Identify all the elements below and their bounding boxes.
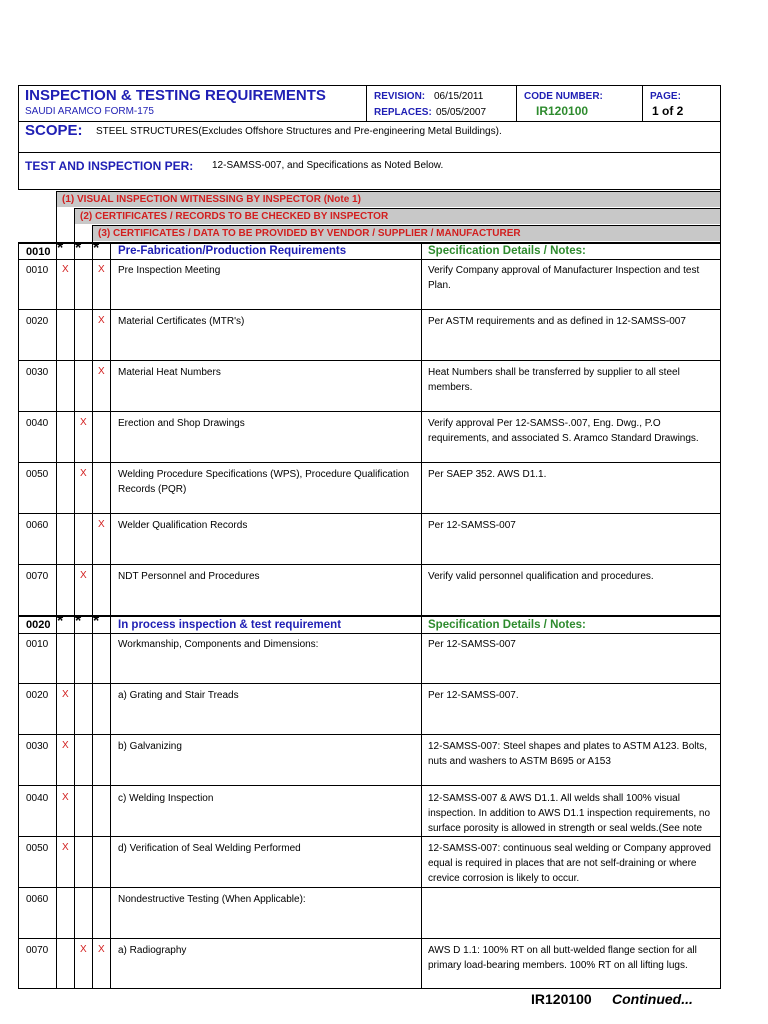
star-2: * <box>75 240 82 257</box>
row-desc: Workmanship, Components and Dimensions: <box>118 639 319 650</box>
row-line <box>18 938 721 939</box>
form-number: SAUDI ARAMCO FORM-175 <box>25 106 154 117</box>
row-line <box>18 411 721 412</box>
row-code: 0020 <box>26 316 49 327</box>
legend-bar-3 <box>92 225 721 241</box>
legend-2: (2) CERTIFICATES / RECORDS TO BE CHECKED BY INSPECTOR <box>80 211 389 222</box>
x-mark-col3: X <box>98 519 105 530</box>
section-title: In process inspection & test requirement <box>118 619 342 631</box>
row-desc: b) Galvanizing <box>118 741 182 752</box>
star-1: * <box>57 240 64 257</box>
spec-title: Specification Details / Notes: <box>428 245 586 257</box>
row-code: 0040 <box>26 418 49 429</box>
form-title: INSPECTION & TESTING REQUIREMENTS <box>25 87 326 104</box>
star-2: * <box>75 613 82 630</box>
test-per-text: 12-SAMSS-007, and Specifications as Noted Below. <box>212 160 444 171</box>
legend-column-line <box>74 208 75 243</box>
row-line <box>18 887 721 888</box>
col-line <box>74 243 75 989</box>
table-right-border <box>720 190 721 989</box>
row-code: 0030 <box>26 367 49 378</box>
row-spec: Heat Numbers shall be transferred by supplier to all steel members. <box>428 367 680 393</box>
col-line <box>92 243 93 989</box>
legend-bar-2 <box>74 208 721 224</box>
row-spec: Per ASTM requirements and as defined in 12-SAMSS-007 <box>428 316 686 327</box>
x-mark-col1: X <box>62 740 69 751</box>
row-desc: a) Grating and Stair Treads <box>118 690 239 701</box>
code-number-label: CODE NUMBER: <box>524 91 603 102</box>
row-line <box>18 734 721 735</box>
footer-code: IR120100 <box>531 991 592 1007</box>
revision-label: REVISION: <box>374 91 426 102</box>
row-desc: Erection and Shop Drawings <box>118 418 245 429</box>
row-desc: Pre Inspection Meeting <box>118 265 221 276</box>
row-line <box>18 513 721 514</box>
x-mark-col1: X <box>62 689 69 700</box>
divider <box>642 85 643 121</box>
divider <box>516 85 517 121</box>
x-mark-col2: X <box>80 570 87 581</box>
row-desc: d) Verification of Seal Welding Performed <box>118 843 301 854</box>
row-code: 0070 <box>26 945 49 956</box>
divider <box>18 152 721 153</box>
col-line <box>56 243 57 989</box>
divider <box>366 85 367 121</box>
row-code: 0050 <box>26 469 49 480</box>
footer-continued: Continued... <box>612 991 693 1007</box>
x-mark-col2: X <box>80 417 87 428</box>
section-top-rule <box>18 615 721 617</box>
row-desc: Material Certificates (MTR's) <box>118 316 245 327</box>
scope-label: SCOPE: <box>25 122 83 139</box>
revision-value: 06/15/2011 <box>434 91 484 102</box>
x-mark-col3: X <box>98 366 105 377</box>
row-code: 0070 <box>26 571 49 582</box>
table-bottom-rule <box>18 988 721 989</box>
row-spec: Per SAEP 352. AWS D1.1. <box>428 469 547 480</box>
row-desc: c) Welding Inspection <box>118 793 214 804</box>
legend-column-line <box>56 191 57 243</box>
x-mark-col3: X <box>98 944 105 955</box>
row-line <box>18 836 721 837</box>
test-per-label: TEST AND INSPECTION PER: <box>25 159 194 173</box>
section-code: 0020 <box>26 619 51 631</box>
row-line <box>18 309 721 310</box>
star-3: * <box>93 240 100 257</box>
page-label: PAGE: <box>650 91 681 102</box>
row-spec: 12-SAMSS-007 & AWS D1.1. All welds shall 100% visual inspection. In addition to AWS D1.1 inspection requirements, no surface porosity is allowed in strength or seal welds.(See note <box>428 793 711 834</box>
x-mark-col1: X <box>62 842 69 853</box>
row-code: 0060 <box>26 894 49 905</box>
row-code: 0010 <box>26 265 49 276</box>
row-desc: Welder Qualification Records <box>118 520 248 531</box>
x-mark-col1: X <box>62 264 69 275</box>
row-code: 0020 <box>26 690 49 701</box>
section-title: Pre-Fabrication/Production Requirements <box>118 245 347 257</box>
row-desc: Nondestructive Testing (When Applicable): <box>118 894 306 905</box>
row-spec: AWS D 1.1: 100% RT on all butt-welded flange section for all primary load-bearing members. 100% RT on all lifting lugs. <box>428 945 697 971</box>
row-line <box>18 785 721 786</box>
row-spec: 12-SAMSS-007: Steel shapes and plates to ASTM A123. Bolts, nuts and washers to ASTM B695 or A153 <box>428 741 708 767</box>
row-code: 0030 <box>26 741 49 752</box>
row-line <box>18 633 721 634</box>
legend-1: (1) VISUAL INSPECTION WITNESSING BY INSPECTOR (Note 1) <box>62 194 361 205</box>
row-line <box>18 259 721 260</box>
row-desc: NDT Personnel and Procedures <box>118 571 260 582</box>
row-line <box>18 683 721 684</box>
row-spec: Verify Company approval of Manufacturer Inspection and test Plan. <box>428 265 700 291</box>
x-mark-col3: X <box>98 264 105 275</box>
row-line <box>18 564 721 565</box>
legend-3: (3) CERTIFICATES / DATA TO BE PROVIDED BY VENDOR / SUPPLIER / MANUFACTURER <box>98 228 521 239</box>
section-top-rule <box>18 242 721 244</box>
row-spec: Verify valid personnel qualification and procedures. <box>428 571 654 582</box>
divider <box>18 121 721 122</box>
row-code: 0050 <box>26 843 49 854</box>
row-code: 0060 <box>26 520 49 531</box>
row-code: 0040 <box>26 793 49 804</box>
row-desc: Material Heat Numbers <box>118 367 221 378</box>
row-spec: 12-SAMSS-007: continuous seal welding or Company approved equal is required in places that are not self-draining or where crevice corrosion is likely to occur. <box>428 843 711 884</box>
section-code: 0010 <box>26 246 51 258</box>
page-value: 1 of 2 <box>652 104 684 118</box>
code-number-value: IR120100 <box>536 104 589 118</box>
row-spec: Verify approval Per 12-SAMSS-.007, Eng. Dwg., P.O requirements, and associated S. Aramco Standard Drawings. <box>428 418 699 444</box>
col-line <box>421 243 422 989</box>
col-line <box>110 243 111 989</box>
row-spec: Per 12-SAMSS-007. <box>428 690 519 701</box>
star-1: * <box>57 613 64 630</box>
row-desc: Welding Procedure Specifications (WPS), Procedure Qualification Records (PQR) <box>118 469 410 495</box>
row-spec: Per 12-SAMSS-007 <box>428 639 516 650</box>
row-code: 0010 <box>26 639 49 650</box>
star-3: * <box>93 613 100 630</box>
legend-bar-1 <box>56 191 721 207</box>
table-left-border <box>18 242 19 989</box>
x-mark-col1: X <box>62 792 69 803</box>
row-line <box>18 360 721 361</box>
row-desc: a) Radiography <box>118 945 187 956</box>
x-mark-col3: X <box>98 315 105 326</box>
row-spec: Per 12-SAMSS-007 <box>428 520 516 531</box>
replaces-value: 05/05/2007 <box>436 107 487 118</box>
row-line <box>18 462 721 463</box>
replaces-label: REPLACES: <box>374 107 432 118</box>
spec-title: Specification Details / Notes: <box>428 619 586 631</box>
x-mark-col2: X <box>80 468 87 479</box>
x-mark-col2: X <box>80 944 87 955</box>
scope-text: STEEL STRUCTURES(Excludes Offshore Structures and Pre-engineering Metal Buildings). <box>96 126 502 137</box>
